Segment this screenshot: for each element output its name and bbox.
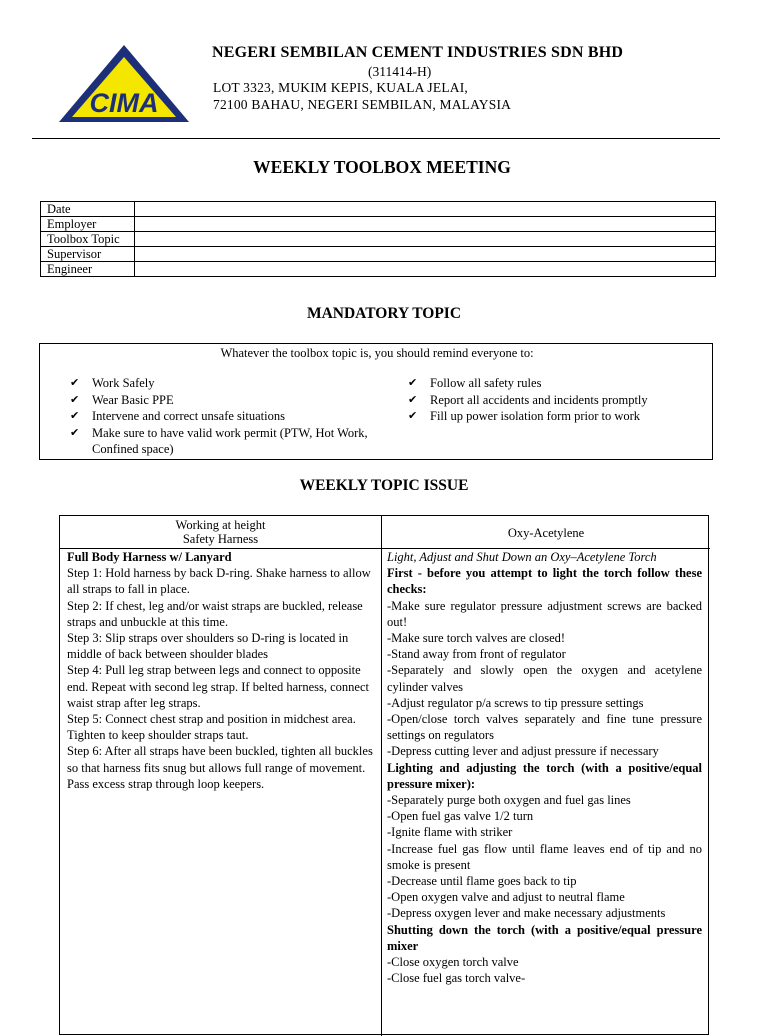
checklist-item-text: Wear Basic PPE — [92, 392, 174, 407]
checklist-item — [70, 375, 390, 392]
torch-step: -Make sure regulator pressure adjustment screws are backed out! — [387, 598, 702, 629]
checkmark-icon: ✔ — [70, 409, 80, 422]
checklist-item — [408, 392, 708, 409]
info-value-field[interactable] — [135, 202, 716, 217]
torch-step: -Open fuel gas valve 1/2 turn — [387, 809, 534, 824]
checkmark-icon: ✔ — [408, 409, 418, 422]
checklist-item — [70, 408, 390, 425]
checkmark-icon: ✔ — [70, 392, 80, 406]
mandatory-topic-heading: MANDATORY TOPIC — [306, 305, 462, 322]
mandatory-intro: Whatever the toolbox topic is, you should remind everyone to: — [220, 346, 534, 360]
info-row — [41, 232, 716, 247]
company-name: NEGERI SEMBILAN CEMENT INDUSTRIES SDN BHD — [212, 44, 624, 61]
torch-step: -Increase fuel gas flow until flame leaves end of tip and no smoke is present — [387, 841, 702, 872]
info-label: Engineer — [41, 262, 135, 277]
harness-title: Full Body Harness w/ Lanyard — [67, 550, 232, 564]
info-row — [41, 202, 716, 217]
torch-step: -Adjust regulator p/a screws to tip pressure settings — [387, 695, 644, 710]
logo-text: CIMA — [89, 88, 159, 118]
checklist-item — [70, 425, 390, 458]
info-label: Employer — [41, 217, 135, 232]
info-label: Supervisor — [41, 247, 135, 262]
checkmark-icon: ✔ — [70, 376, 80, 389]
harness-procedure — [67, 549, 376, 792]
torch-section-heading: Lighting and adjusting the torch (with a positive/equal pressure mixer): — [387, 760, 702, 791]
harness-step: Step 1: Hold harness by back D-ring. Shake harness to allow all straps to fall in place. — [67, 566, 371, 597]
info-value-field[interactable] — [135, 232, 716, 247]
torch-step: -Close fuel gas torch valve- — [387, 971, 526, 986]
checklist-item-text: Work Safely — [92, 376, 155, 390]
checklist-item — [408, 408, 708, 425]
weekly-topic-heading: WEEKLY TOPIC ISSUE — [299, 477, 469, 494]
torch-step: -Make sure torch valves are closed! — [387, 631, 566, 646]
torch-step: -Open/close torch valves separately and fine tune pressure settings on regulators — [387, 712, 702, 743]
torch-step: -Close oxygen torch valve — [387, 955, 519, 970]
address-line-2: 72100 BAHAU, NEGERI SEMBILAN, MALAYSIA — [213, 97, 512, 112]
torch-title: Light, Adjust and Shut Down an Oxy–Acetylene Torch — [387, 550, 657, 564]
right-column-header: Oxy-Acetylene — [507, 526, 585, 540]
weekly-topic-table — [59, 515, 709, 1035]
torch-step: -Stand away from front of regulator — [387, 647, 566, 662]
checklist-item-text: Report all accidents and incidents promptly — [430, 392, 648, 407]
info-value-field[interactable] — [135, 217, 716, 232]
torch-section-heading: Shutting down the torch (with a positive/equal pressure mixer — [387, 922, 702, 953]
cima-logo — [54, 42, 194, 126]
torch-step: -Decrease until flame goes back to tip — [387, 874, 577, 889]
header-divider — [32, 138, 720, 139]
column-divider — [381, 516, 382, 1036]
left-column-header — [60, 518, 381, 546]
info-value-field[interactable] — [135, 262, 716, 277]
mandatory-list-left — [70, 375, 390, 458]
torch-step: -Depress cutting lever and adjust pressure if necessary — [387, 744, 659, 759]
info-row — [41, 217, 716, 232]
torch-step: -Separately and slowly open the oxygen and acetylene cylinder valves — [387, 663, 702, 694]
checklist-item-text: Fill up power isolation form prior to work — [430, 409, 641, 423]
checkmark-icon: ✔ — [408, 392, 418, 406]
harness-step: Step 4: Pull leg strap between legs and connect to opposite end. Repeat with second leg strap. If belted harness, connect waist strap after leg straps. — [67, 663, 369, 710]
info-value-field[interactable] — [135, 247, 716, 262]
torch-section-heading: First - before you attempt to light the torch follow these checks: — [387, 566, 702, 597]
harness-step: Step 2: If chest, leg and/or waist straps are buckled, release straps and unbuckle at this time. — [67, 598, 363, 629]
registration-number: (311414-H) — [368, 64, 432, 79]
info-row — [41, 262, 716, 277]
info-label: Date — [41, 202, 135, 217]
checkmark-icon: ✔ — [70, 425, 80, 439]
mandatory-topic-box — [39, 343, 713, 460]
harness-step: Step 3: Slip straps over shoulders so D-ring is located in middle of back between shoulder blades — [67, 631, 349, 662]
checklist-item — [408, 375, 708, 392]
torch-step: -Separately purge both oxygen and fuel gas lines — [387, 793, 631, 808]
info-label: Toolbox Topic — [41, 232, 135, 247]
info-row — [41, 247, 716, 262]
checklist-item — [70, 392, 390, 409]
left-header-line-2: Safety Harness — [182, 532, 259, 546]
mandatory-list-right — [408, 375, 708, 425]
checkmark-icon: ✔ — [408, 376, 418, 389]
checklist-item-text: Follow all safety rules — [430, 376, 542, 390]
torch-step: -Open oxygen valve and adjust to neutral flame — [387, 890, 625, 905]
harness-step: Step 6: After all straps have been buckled, tighten all buckles so that harness fits snug but allows full range of movement. Pass excess strap through loop keepers. — [67, 744, 373, 791]
torch-step: -Depress oxygen lever and make necessary adjustments — [387, 906, 666, 921]
checklist-item-text: Make sure to have valid work permit (PTW, Hot Work, Confined space) — [92, 425, 368, 456]
page-title: WEEKLY TOOLBOX MEETING — [253, 157, 511, 177]
checklist-item-text: Intervene and correct unsafe situations — [92, 409, 285, 423]
address-line-1: LOT 3323, MUKIM KEPIS, KUALA JELAI, — [213, 80, 468, 95]
torch-step: -Ignite flame with striker — [387, 825, 513, 840]
meeting-info-table — [40, 201, 716, 277]
oxy-acetylene-procedure — [387, 549, 702, 986]
harness-step: Step 5: Connect chest strap and position in midchest area. Tighten to keep shoulder straps taut. — [67, 712, 356, 743]
left-header-line-1: Working at height — [175, 518, 266, 532]
